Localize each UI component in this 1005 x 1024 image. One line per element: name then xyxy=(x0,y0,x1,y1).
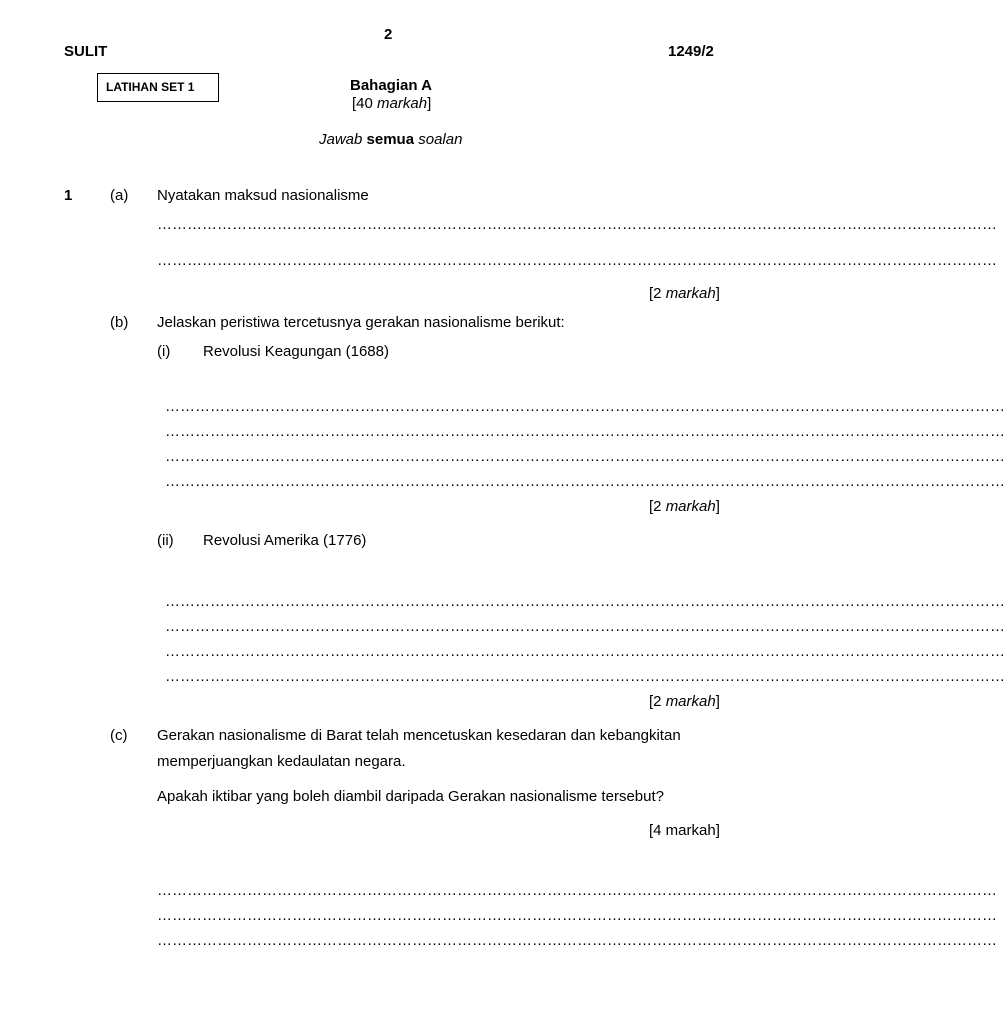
part-a-marks-word: markah xyxy=(665,285,716,302)
section-marks-open: [40 xyxy=(352,95,378,112)
part-b-ii-marks-word: markah xyxy=(665,693,716,710)
instruction-pre: Jawab xyxy=(319,131,367,148)
answer-line[interactable]: …………………………………………………………………………………………………………………………………………………… xyxy=(165,398,1005,415)
part-b-i-label: (i) xyxy=(157,343,171,360)
answer-line[interactable]: …………………………………………………………………………………………………………………………………………………… xyxy=(157,252,997,269)
section-marks-word: markah xyxy=(377,95,428,112)
section-title: Bahagian A xyxy=(350,77,432,94)
part-c-label: (c) xyxy=(110,727,128,744)
part-b-ii-marks-post: ] xyxy=(715,693,720,710)
instruction-post: soalan xyxy=(414,131,463,148)
part-a-marks-post: ] xyxy=(715,285,720,302)
section-marks-close: ] xyxy=(427,95,432,112)
answer-line[interactable]: …………………………………………………………………………………………………………………………………………………… xyxy=(165,473,1005,490)
set-label: LATIHAN SET 1 xyxy=(106,80,195,94)
answer-line[interactable]: …………………………………………………………………………………………………………………………………………………… xyxy=(165,643,1005,660)
sulit-label: SULIT xyxy=(64,43,108,60)
part-b-i-marks-pre: [2 xyxy=(649,498,666,515)
paper-code: 1249/2 xyxy=(668,43,714,60)
part-c-marks: [4 markah] xyxy=(649,822,720,839)
part-b-i-text: Revolusi Keagungan (1688) xyxy=(203,343,389,360)
answer-line[interactable]: …………………………………………………………………………………………………………………………………………………… xyxy=(157,882,997,899)
set-label-box xyxy=(97,73,219,102)
part-c-line2: memperjuangkan kedaulatan negara. xyxy=(157,753,406,770)
part-a-label: (a) xyxy=(110,187,129,204)
part-b-ii-marks xyxy=(649,693,720,710)
answer-line[interactable]: …………………………………………………………………………………………………………………………………………………… xyxy=(165,618,1005,635)
answer-line[interactable]: …………………………………………………………………………………………………………………………………………………… xyxy=(157,907,997,924)
part-b-i-marks-word: markah xyxy=(665,498,716,515)
part-b-ii-marks-pre: [2 xyxy=(649,693,666,710)
section-marks xyxy=(352,95,431,112)
instruction-bold: semua xyxy=(366,131,415,148)
part-a-marks xyxy=(649,285,720,302)
answer-line[interactable]: …………………………………………………………………………………………………………………………………………………… xyxy=(165,448,1005,465)
part-b-i-marks-post: ] xyxy=(715,498,720,515)
answer-line[interactable]: …………………………………………………………………………………………………………………………………………………… xyxy=(157,216,997,233)
part-a-text: Nyatakan maksud nasionalisme xyxy=(157,187,369,204)
answer-line[interactable]: …………………………………………………………………………………………………………………………………………………… xyxy=(165,668,1005,685)
part-c-question: Apakah iktibar yang boleh diambil daripada Gerakan nasionalisme tersebut? xyxy=(157,788,664,805)
part-b-label: (b) xyxy=(110,314,129,331)
question-number: 1 xyxy=(64,187,73,204)
part-b-i-marks xyxy=(649,498,720,515)
instruction xyxy=(319,131,462,148)
part-b-text: Jelaskan peristiwa tercetusnya gerakan nasionalisme berikut: xyxy=(157,314,565,331)
answer-line[interactable]: …………………………………………………………………………………………………………………………………………………… xyxy=(157,932,997,949)
answer-line[interactable]: …………………………………………………………………………………………………………………………………………………… xyxy=(165,593,1005,610)
page-number: 2 xyxy=(384,26,393,43)
part-c-line1: Gerakan nasionalisme di Barat telah mencetuskan kesedaran dan kebangkitan xyxy=(157,727,681,744)
part-b-ii-text: Revolusi Amerika (1776) xyxy=(203,532,367,549)
part-b-ii-label: (ii) xyxy=(157,532,174,549)
answer-line[interactable]: …………………………………………………………………………………………………………………………………………………… xyxy=(165,423,1005,440)
part-a-marks-pre: [2 xyxy=(649,285,666,302)
